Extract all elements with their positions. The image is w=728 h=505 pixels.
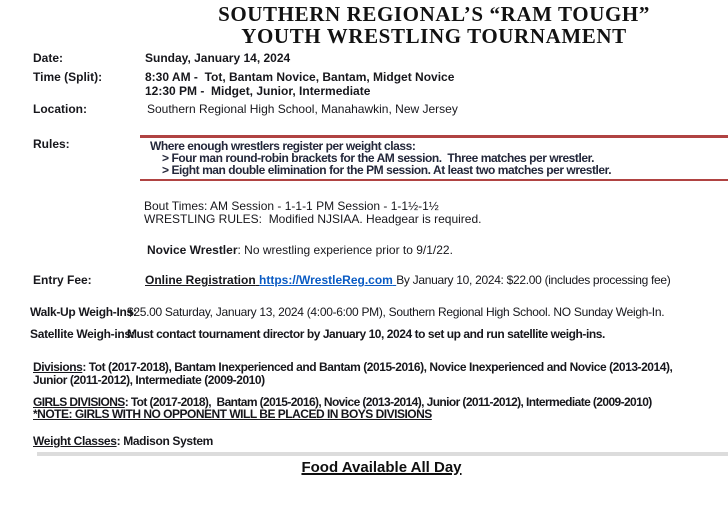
rules-bullet-am: > Four man round-robin brackets for the AM session. Three matches per wrestler.	[162, 151, 595, 165]
girls-divisions-label: GIRLS DIVISIONS	[33, 395, 125, 409]
girls-divisions-text: : Tot (2017-2018), Bantam (2015-2016), Novice (2013-2014), Junior (2011-2012), Intermediate (2009-2010)	[124, 395, 652, 409]
walkup-weighins-label: Walk-Up Weigh-Ins:	[30, 305, 137, 319]
rules-heading: Where enough wrestlers register per weight class:	[150, 139, 416, 153]
online-registration-text: Online Registration	[145, 273, 256, 287]
divisions-text: : Tot (2017-2018), Bantam Inexperienced and Bantam (2015-2016), Novice Inexperienced and Novice (2013-2014), Junior (2011-2012), Intermediate (2009-2010)	[33, 360, 676, 387]
divisions-label: Divisions	[33, 360, 83, 374]
girls-note-line: *NOTE: GIRLS WITH NO OPPONENT WILL BE PLACED IN BOYS DIVISIONS	[33, 407, 432, 421]
bout-info-block	[144, 200, 481, 226]
rules-bullet-pm: > Eight man double elimination for the PM session. At least two matches per wrestler.	[162, 163, 612, 177]
time-value	[145, 71, 454, 98]
divisions-paragraph	[33, 361, 703, 387]
section-divider	[37, 452, 728, 456]
page-title	[140, 3, 728, 47]
weight-classes-line	[33, 435, 213, 449]
rules-box	[140, 135, 728, 181]
weight-classes-label: Weight Classes	[33, 434, 117, 448]
entry-fee-value	[145, 274, 670, 288]
satellite-weighins-label: Satellite Weigh-ins:	[30, 327, 135, 341]
novice-wrestler-text: : No wrestling experience prior to 9/1/22.	[237, 243, 453, 257]
location-value: Southern Regional High School, Manahawkin, New Jersey	[147, 102, 458, 116]
novice-wrestler-label: Novice Wrestler	[147, 243, 238, 257]
wrestling-rules-line: WRESTLING RULES: Modified NJSIAA. Headgear is required.	[144, 212, 482, 226]
walkup-weighins-value: $25.00 Saturday, January 13, 2024 (4:00-6:00 PM), Southern Regional High School. NO Sunday Weigh-In.	[127, 305, 665, 319]
food-banner: Food Available All Day	[301, 459, 462, 476]
date-label: Date:	[33, 51, 64, 65]
novice-wrestler-line	[147, 244, 453, 258]
entry-fee-label: Entry Fee:	[33, 273, 92, 287]
time-am-line: 8:30 AM - Tot, Bantam Novice, Bantam, Midget Novice	[145, 70, 455, 84]
entry-fee-tail: By January 10, 2024: $22.00 (includes processing fee)	[396, 273, 671, 287]
time-pm-line: 12:30 PM - Midget, Junior, Intermediate	[145, 83, 371, 98]
bout-times-line: Bout Times: AM Session - 1-1-1 PM Session - 1-1½-1½	[144, 199, 439, 213]
weight-classes-text: : Madison System	[116, 434, 214, 448]
registration-link[interactable]: https://WrestleReg.com	[259, 273, 393, 287]
date-value: Sunday, January 14, 2024	[145, 51, 291, 65]
satellite-weighins-value: Must contact tournament director by January 10, 2024 to set up and run satellite weigh-ins.	[127, 327, 605, 341]
time-label: Time (Split):	[33, 70, 103, 84]
location-label: Location:	[33, 102, 87, 116]
page-title-line1: SOUTHERN REGIONAL’S “RAM TOUGH”	[218, 2, 650, 26]
page-title-line2: YOUTH WRESTLING TOURNAMENT	[241, 24, 627, 48]
rules-label: Rules:	[33, 137, 70, 151]
